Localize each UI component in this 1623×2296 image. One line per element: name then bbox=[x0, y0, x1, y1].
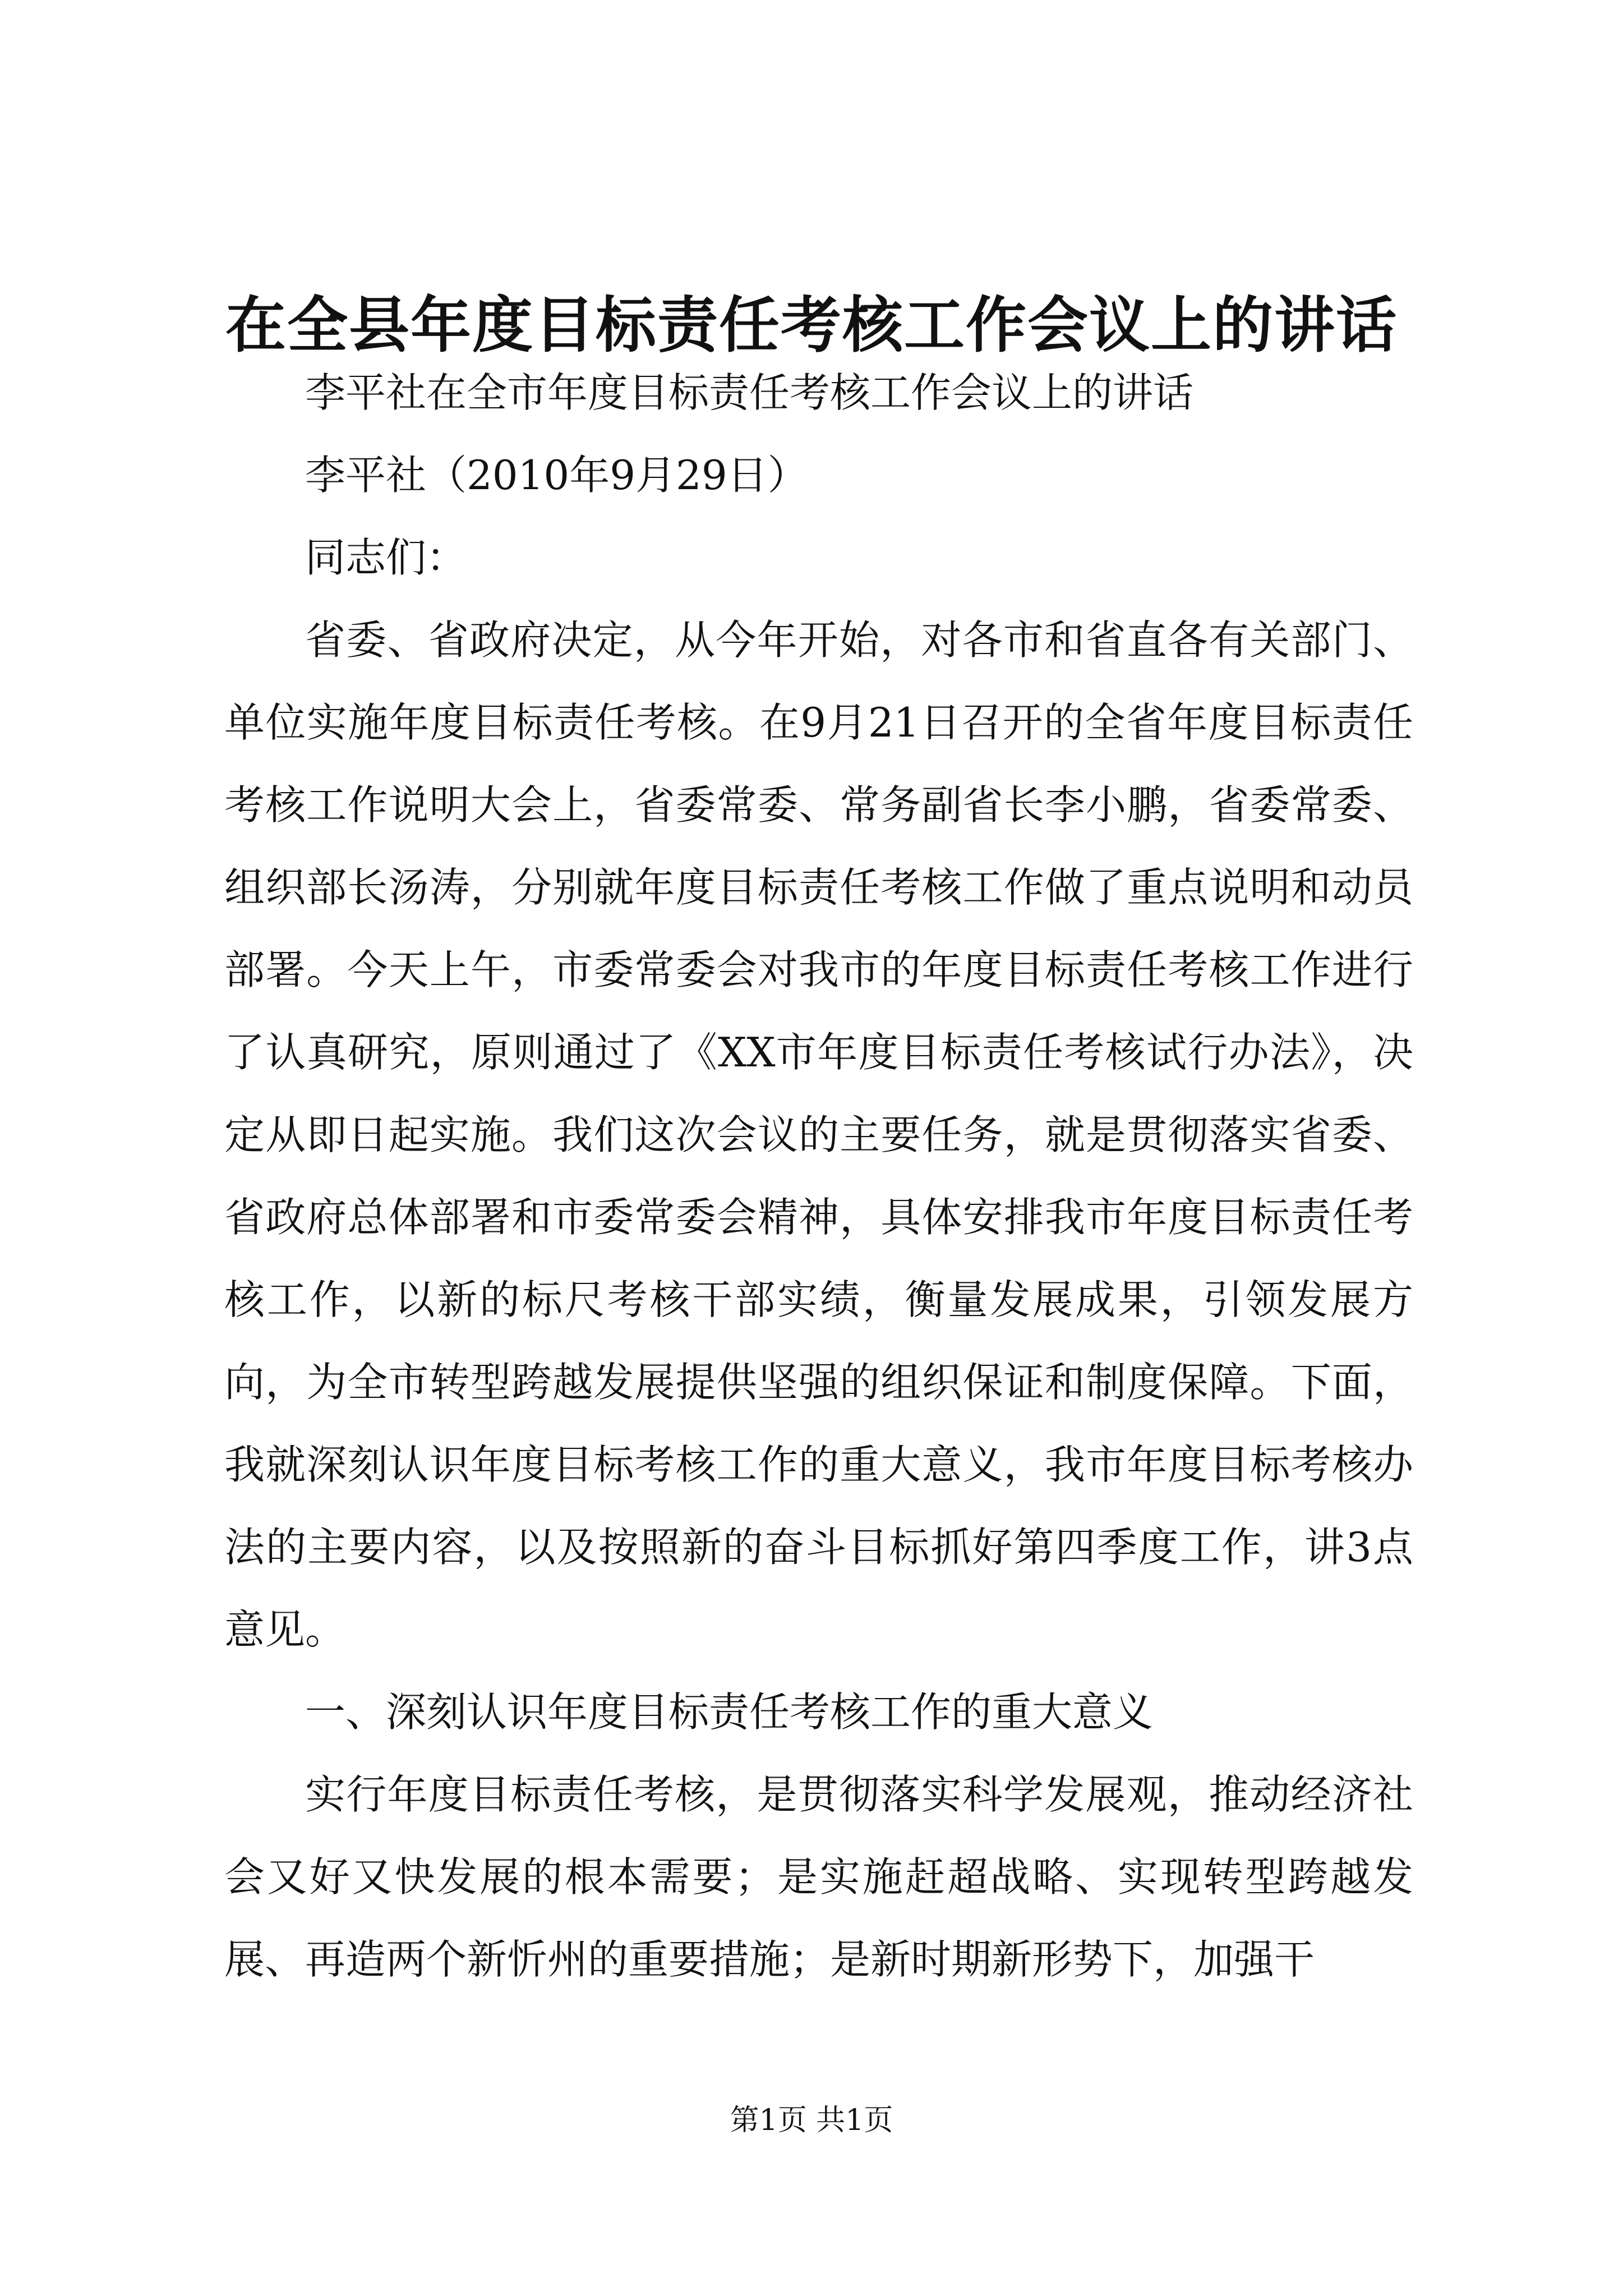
author-date-paragraph: 李平社（2010年9月29日） bbox=[305, 452, 808, 499]
page-footer: 第1页 共1页 bbox=[730, 2104, 893, 2137]
document-body bbox=[224, 352, 1413, 2001]
document-title: 在全县年度目标责任考核工作会议上的讲话 bbox=[225, 290, 1398, 361]
section-heading: 一、深刻认识年度目标责任考核工作的重大意义 bbox=[305, 1688, 1154, 1736]
subtitle-paragraph: 李平社在全市年度目标责任考核工作会议上的讲话 bbox=[305, 369, 1194, 416]
intro-paragraph: 省委、省政府决定，从今年开始，对各市和省直各有关部门、单位实施年度目标责任考核。在9月21日召开的全省年度目标责任考核工作说明大会上，省委常委、常务副省长李小鹏，省委常委、组织部长汤涛，分别就年度目标责任考核工作做了重点说明和动员部署。今天上午，市委常委会对我市的年度目标责任考核工作进行了认真研究，原则通过了《XX市年度目标责任考核试行办法》，决定从即日起实施。我们这次会议的主要任务，就是贯彻落实省委、省政府总体部署和市委常委会精神，具体安排我市年度目标责任考核工作，以新的标尺考核干部实绩，衡量发展成果，引领发展方向，为全市转型跨越发展提供坚强的组织保证和制度保障。下面，我就深刻认识年度目标考核工作的重大意义，我市年度目标考核办法的主要内容，以及按照新的奋斗目标抓好第四季度工作，讲3点意见。 bbox=[224, 616, 1413, 1653]
section-paragraph: 实行年度目标责任考核，是贯彻落实科学发展观，推动经济社会又好又快发展的根本需要；是实施赶超战略、实现转型跨越发展、再造两个新忻州的重要措施；是新时期新形势下，加强干 bbox=[224, 1771, 1413, 1983]
salutation-paragraph: 同志们： bbox=[305, 534, 467, 581]
